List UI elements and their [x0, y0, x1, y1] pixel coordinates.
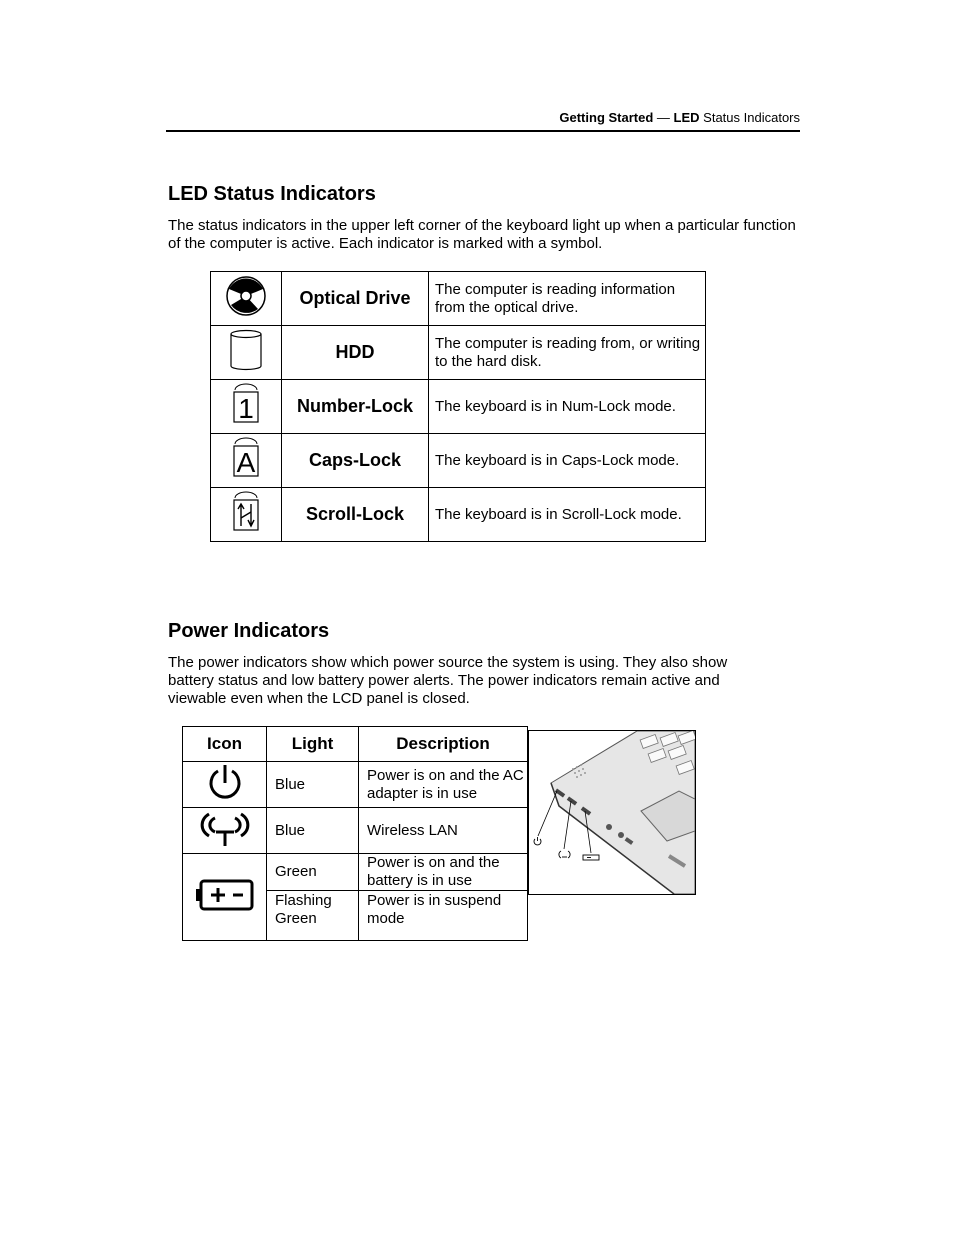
power-description: Power is on and the AC adapter is in use	[359, 762, 528, 808]
optical-disc-icon	[220, 276, 272, 316]
led-name: Scroll-Lock	[282, 488, 429, 542]
led-description: The computer is reading information from the optical drive.	[429, 272, 706, 326]
caps-lock-icon	[229, 436, 263, 480]
table-row	[211, 326, 706, 380]
table-row	[211, 434, 706, 488]
table-row	[211, 380, 706, 434]
table-row	[183, 762, 528, 808]
led-section-intro: The status indicators in the upper left corner of the keyboard light up when a particular function of the computer is active. Each indicator is marked with a symbol.	[168, 217, 796, 252]
table-row	[183, 854, 528, 891]
power-description: Wireless LAN	[359, 808, 528, 854]
laptop-indicator-photo	[528, 730, 696, 895]
wireless-lan-icon	[199, 808, 251, 848]
battery-icon	[195, 878, 255, 912]
power-table	[182, 726, 528, 941]
num-lock-icon	[229, 382, 263, 426]
led-description: The keyboard is in Num-Lock mode.	[429, 380, 706, 434]
caps-lock-glyph: A	[236, 447, 256, 478]
laptop-illustration	[529, 731, 695, 894]
led-icon-cell	[211, 326, 282, 380]
hdd-cylinder-icon	[228, 328, 264, 372]
power-light: Blue	[267, 808, 359, 854]
header-section: Getting Started	[559, 110, 654, 125]
header-topic-bold: LED	[673, 110, 700, 125]
led-name: Number-Lock	[282, 380, 429, 434]
scroll-lock-icon	[229, 490, 263, 534]
page-header	[166, 110, 800, 132]
table-header-row	[183, 727, 528, 762]
led-name: HDD	[282, 326, 429, 380]
power-section-title: Power Indicators	[168, 620, 330, 642]
power-description: Power is on and the battery is in use	[359, 854, 528, 891]
power-light: Blue	[267, 762, 359, 808]
power-light: Green	[267, 854, 359, 891]
led-description: The keyboard is in Scroll-Lock mode.	[429, 488, 706, 542]
column-header-icon: Icon	[183, 727, 267, 762]
power-icon-cell	[183, 808, 267, 854]
column-header-description: Description	[359, 727, 528, 762]
power-icon-cell	[183, 762, 267, 808]
header-topic: Status Indicators	[703, 110, 800, 125]
table-row	[211, 272, 706, 326]
power-icon	[205, 762, 245, 802]
led-icon-cell	[211, 434, 282, 488]
table-row	[183, 808, 528, 854]
led-icon-cell	[211, 272, 282, 326]
led-icon-cell	[211, 488, 282, 542]
led-section-title: LED Status Indicators	[168, 183, 376, 205]
led-icon-cell	[211, 380, 282, 434]
power-icon-cell	[183, 854, 267, 941]
header-dash: —	[656, 110, 670, 125]
led-description: The computer is reading from, or writing to the hard disk.	[429, 326, 706, 380]
table-row	[211, 488, 706, 542]
power-light: Flashing Green	[267, 891, 359, 941]
power-description: Power is in suspend mode	[359, 891, 528, 941]
column-header-light: Light	[267, 727, 359, 762]
led-name: Optical Drive	[282, 272, 429, 326]
power-section-intro: The power indicators show which power source the system is using. They also show battery status and low battery power alerts. The power indicators remain active and viewable even when the LCD panel is closed.	[168, 654, 728, 707]
num-lock-glyph: 1	[238, 393, 254, 424]
led-table	[210, 271, 706, 542]
led-name: Caps-Lock	[282, 434, 429, 488]
led-description: The keyboard is in Caps-Lock mode.	[429, 434, 706, 488]
